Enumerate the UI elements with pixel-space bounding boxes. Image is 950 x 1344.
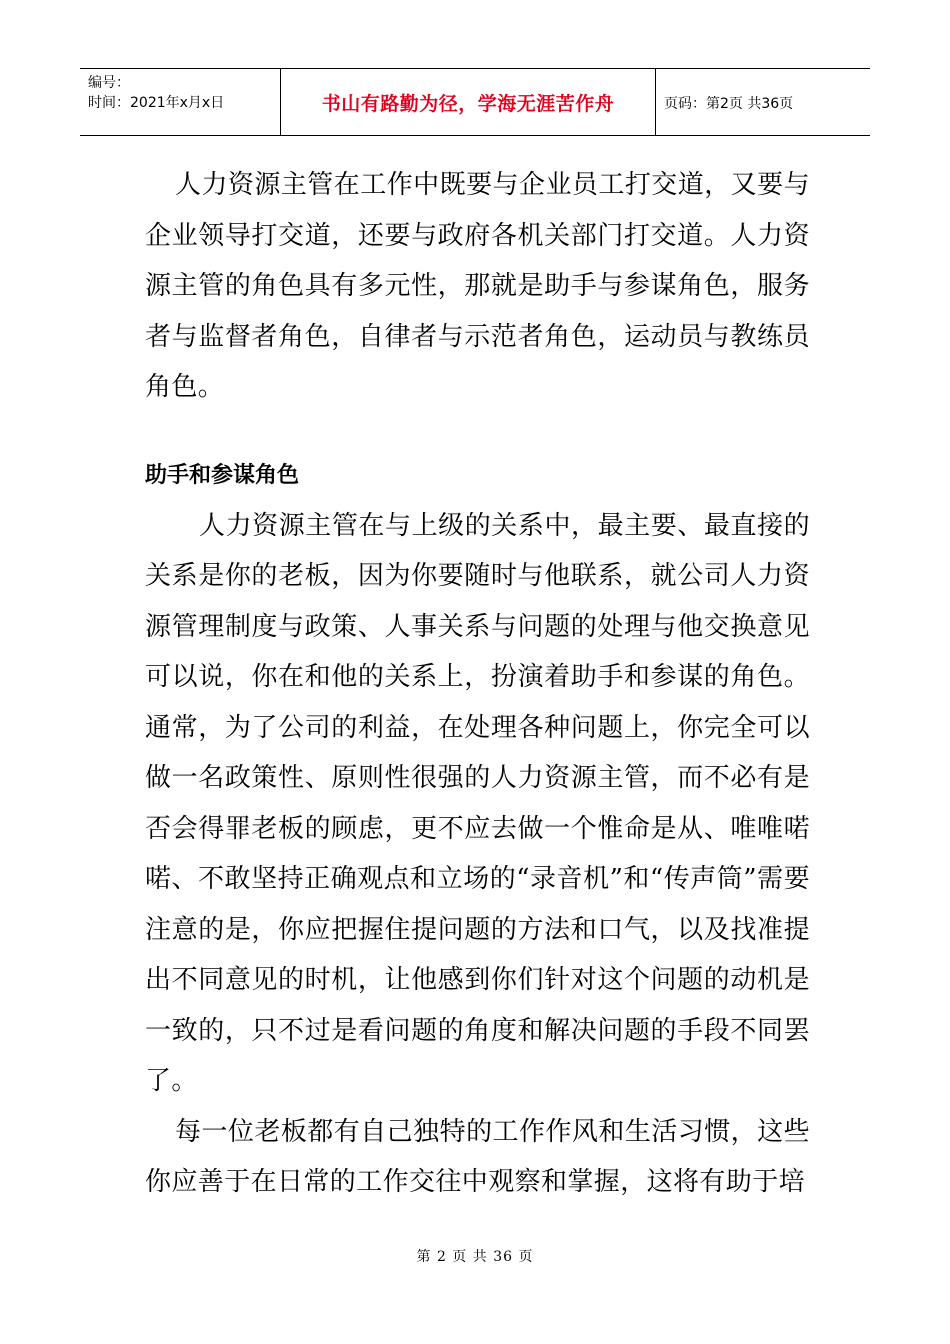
document-number-label: 编号： [88, 75, 130, 91]
page-header [80, 68, 870, 136]
document-time-label: 时间：2021年x月x日 [88, 95, 225, 111]
body-paragraph: 每一位老板都有自己独特的工作作风和生活习惯，这些你应善于在日常的工作交往中观察和掌握，这将有助于培 [145, 1116, 810, 1197]
document-body [145, 160, 810, 1208]
section-heading: 助手和参谋角色 [145, 462, 300, 488]
page-footer: 第 2 页 共 36 页 [416, 1249, 534, 1265]
intro-paragraph: 人力资源主管在工作中既要与企业员工打交道，又要与企业领导打交道，还要与政府各机关部门打交道。人力资源主管的角色具有多元性，那就是助手与参谋角色，服务者与监督者角色，自律者与示范者角色，运动员与教练员角色。 [145, 170, 810, 402]
header-divider-right [655, 69, 656, 135]
header-motto: 书山有路勤为径，学海无涯苦作舟 [321, 93, 615, 115]
body-paragraph: 人力资源主管在与上级的关系中，最主要、最直接的关系是你的老板，因为你要随时与他联系，就公司人力资源管理制度与政策、人事关系与问题的处理与他交换意见可以说，你在和他的关系上，扮演着助手和参谋的角色。通常，为了公司的利益，在处理各种问题上，你完全可以做一名政策性、原则性很强的人力资源主管，而不必有是否会得罪老板的顾虑，更不应去做一个惟命是从、唯唯喏喏、不敢坚持正确观点和立场的“录音机”和“传声筒”需要注意的是，你应把握住提问题的方法和口气，以及找准提出不同意见的时机，让他感到你们针对这个问题的动机是一致的，只不过是看问题的角度和解决问题的手段不同罢了。 [145, 510, 810, 1096]
header-page-info: 页码：第2页 共36页 [664, 96, 794, 112]
header-meta [88, 73, 224, 113]
